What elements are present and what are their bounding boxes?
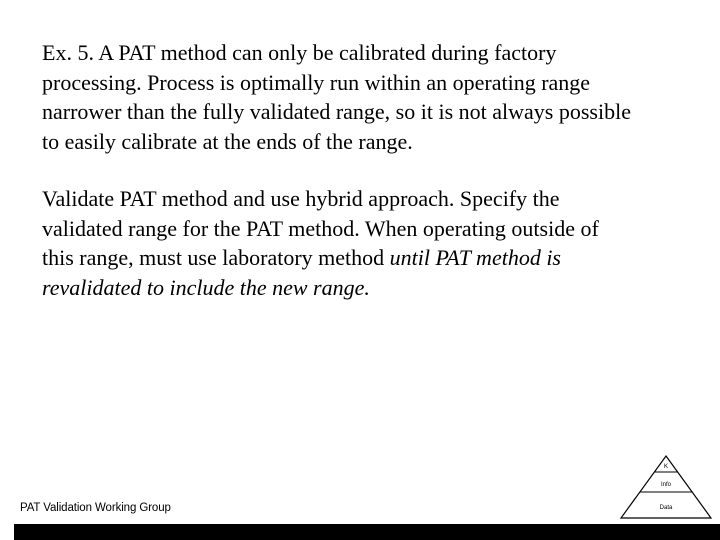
approach-paragraph (42, 184, 702, 302)
pyramid-middle-label: Info (660, 482, 672, 488)
pyramid-bottom-label: Data (659, 505, 673, 511)
footer-group-name: PAT Validation Working Group (20, 502, 171, 514)
approach-text-regular: Validate PAT method and use hybrid approach. Specify the validated range for the PAT method. When operating outside of this range, must use laboratory method (42, 186, 599, 270)
slide-body-text (42, 38, 702, 302)
pyramid-top-label: K (663, 464, 669, 470)
approach-text-italic: until PAT method is revalidated to include the new range. (42, 245, 561, 300)
footer-bar (14, 524, 720, 540)
example-paragraph: Ex. 5. A PAT method can only be calibrated during factory processing. Process is optimally run within an operating range narrower than the fully validated range, so it is not always possible to easily calibrate at the ends of the range. (42, 40, 631, 154)
knowledge-pyramid-logo (618, 452, 714, 524)
